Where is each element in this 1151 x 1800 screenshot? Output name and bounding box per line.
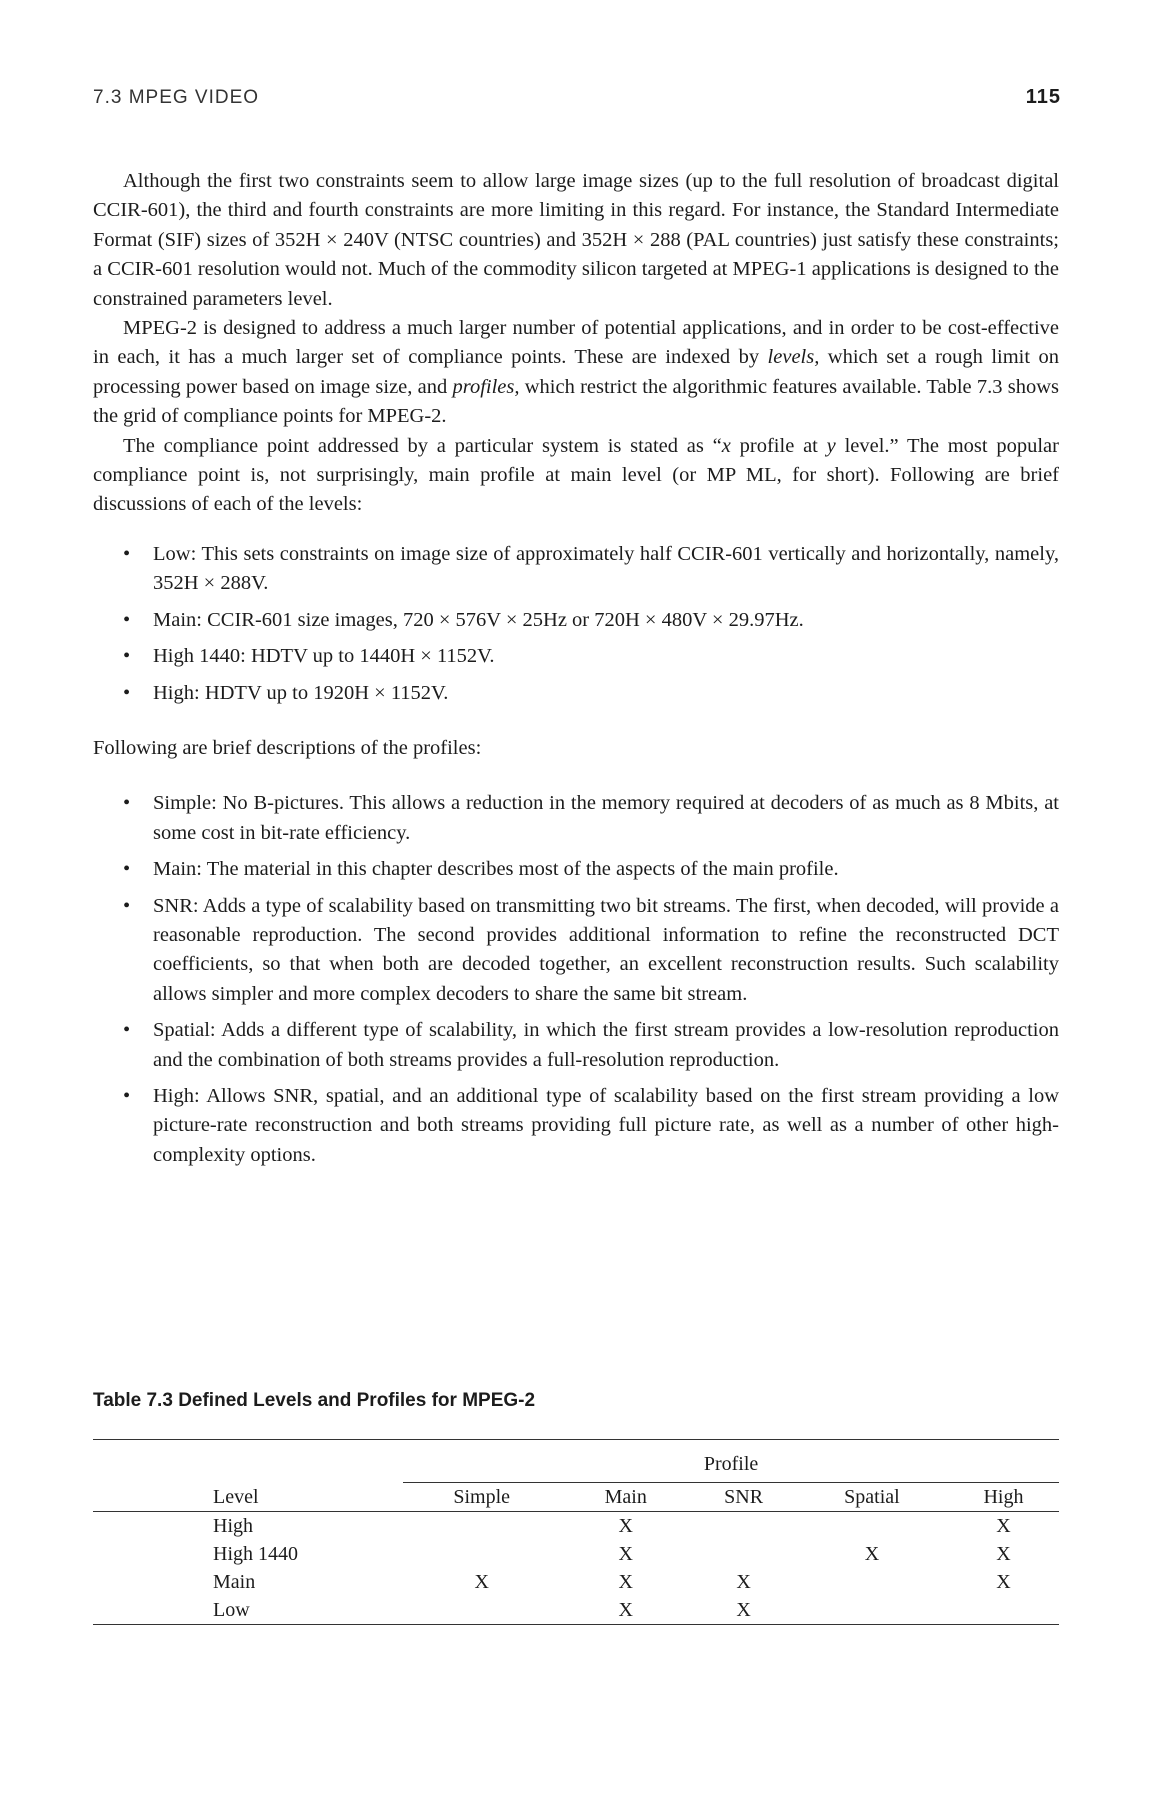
- body-text: [93, 167, 1059, 1177]
- compliance-cell: X: [618, 1599, 633, 1621]
- levels-list: [93, 540, 1059, 708]
- list-item: • High 1440: HDTV up to 1440H × 1152V.: [123, 642, 1059, 671]
- compliance-cell: [403, 1596, 560, 1624]
- table-top-rule: [93, 1439, 1059, 1440]
- column-header-simple: Simple: [403, 1483, 560, 1512]
- text-run: level.” The most popular compliance point is, not surprisingly, main profile at main level (or MP ML, for short). Following are brief discussions of each of the levels:: [93, 434, 1059, 516]
- level-cell: High: [213, 1515, 253, 1537]
- compliance-cell: X: [996, 1543, 1011, 1565]
- italic-term: profiles,: [452, 375, 520, 398]
- text-run: MPEG-2 is designed to address a much larger number of potential applications, and in order to be cost-effective in each, it has a much larger set of compliance points. These are indexed by: [93, 317, 1059, 369]
- table-row: [93, 1568, 1059, 1596]
- paragraph: Although the first two constraints seem to allow large image sizes (up to the full resolution of broadcast digital CCIR-601), the third and fourth constraints are more limiting in this regard. For instance, the Standard Intermediate Format (SIF) sizes of 352H × 240V (NTSC countries) and 352H × 288 (PAL countries) just satisfy these constraints; a CCIR-601 resolution would not. Much of the commodity silicon targeted at MPEG-1 applications is designed to the constrained parameters level.: [93, 170, 1059, 310]
- column-header-snr: SNR: [691, 1483, 796, 1512]
- compliance-cell: X: [618, 1571, 633, 1593]
- list-item: • Spatial: Adds a different type of scalability, in which the first stream provides a low-resolution reproduction and the combination of both streams provides a full-resolution reproduction.: [123, 1016, 1059, 1075]
- column-header-spatial: Spatial: [796, 1483, 948, 1512]
- table-caption: [93, 1390, 535, 1412]
- list-item: • Simple: No B-pictures. This allows a reduction in the memory required at decoders of as much as 8 Mbits, at some cost in bit-rate efficiency.: [123, 789, 1059, 848]
- table-row: [93, 1596, 1059, 1624]
- italic-term: levels,: [767, 346, 820, 369]
- compliance-cell: X: [474, 1571, 489, 1593]
- table-bottom-rule: [93, 1624, 1059, 1625]
- profiles-intro: Following are brief descriptions of the profiles:: [93, 736, 482, 759]
- level-cell: Main: [213, 1571, 256, 1593]
- running-head: [93, 86, 1061, 109]
- level-cell: Low: [213, 1599, 250, 1621]
- compliance-cell: X: [618, 1515, 633, 1537]
- list-item: • Low: This sets constraints on image size of approximately half CCIR-601 vertically and horizontally, namely, 352H × 288V.: [123, 540, 1059, 599]
- paragraph: [93, 432, 1059, 520]
- compliance-cell: [691, 1512, 796, 1540]
- paragraph: [93, 314, 1059, 432]
- text-run: which set a rough limit on processing power based on image size, and: [93, 346, 1059, 398]
- table-row: [93, 1540, 1059, 1568]
- column-header-high: High: [948, 1483, 1059, 1512]
- profile-group-label: Profile: [703, 1453, 759, 1475]
- list-item: • High: Allows SNR, spatial, and an additional type of scalability based on the first stream providing a low picture-rate reconstruction and both streams providing full picture rate, as well as a number of other high-complexity options.: [123, 1082, 1059, 1170]
- list-item: • High: HDTV up to 1920H × 1152V.: [123, 679, 1059, 708]
- list-item: • Main: CCIR-601 size images, 720 × 576V × 25Hz or 720H × 480V × 29.97Hz.: [123, 606, 1059, 635]
- compliance-cell: [948, 1596, 1059, 1624]
- table-title: Defined Levels and Profiles for MPEG-2: [178, 1390, 536, 1411]
- compliance-cell: X: [618, 1543, 633, 1565]
- table-group-header-row: [93, 1450, 1059, 1483]
- compliance-cell: [403, 1540, 560, 1568]
- italic-var: x: [721, 434, 731, 457]
- table-row: [93, 1512, 1059, 1540]
- text-run: which restrict the algorithmic features available. Table 7.3 shows the grid of compliance points for MPEG-2.: [93, 375, 1059, 428]
- text-run: profile at: [730, 434, 827, 457]
- table-number: Table 7.3: [93, 1390, 173, 1411]
- compliance-cell: X: [864, 1543, 880, 1565]
- compliance-cell: [796, 1568, 948, 1596]
- list-item: • Main: The material in this chapter describes most of the aspects of the main profile.: [123, 855, 1059, 884]
- compliance-cell: X: [996, 1571, 1011, 1593]
- page-number: 115: [1025, 86, 1061, 108]
- levels-profiles-table: [93, 1450, 1059, 1625]
- compliance-cell: [691, 1540, 796, 1568]
- table-header-row: [93, 1483, 1059, 1512]
- compliance-cell: X: [996, 1515, 1011, 1537]
- compliance-cell: [796, 1596, 948, 1624]
- level-column-header: Level: [213, 1485, 259, 1508]
- italic-var: y: [826, 434, 836, 457]
- column-header-main: Main: [560, 1483, 691, 1512]
- compliance-cell: X: [736, 1599, 751, 1621]
- profiles-list: [93, 789, 1059, 1170]
- compliance-cell: X: [736, 1571, 751, 1593]
- list-item: • SNR: Adds a type of scalability based on transmitting two bit streams. The first, when decoded, will provide a reasonable reproduction. The second provides additional information to refine the reconstructed DCT coefficients, so that when both are decoded together, an excellent reconstruction results. Such scalability allows simpler and more complex decoders to share the same bit stream.: [123, 892, 1059, 1010]
- compliance-cell: [796, 1512, 948, 1540]
- text-run: The compliance point addressed by a particular system is stated as “: [123, 434, 722, 457]
- profile-group-header: [403, 1450, 1059, 1483]
- section-heading: 7.3 MPEG VIDEO: [93, 87, 260, 108]
- compliance-cell: [403, 1512, 560, 1540]
- level-cell: High 1440: [213, 1543, 298, 1565]
